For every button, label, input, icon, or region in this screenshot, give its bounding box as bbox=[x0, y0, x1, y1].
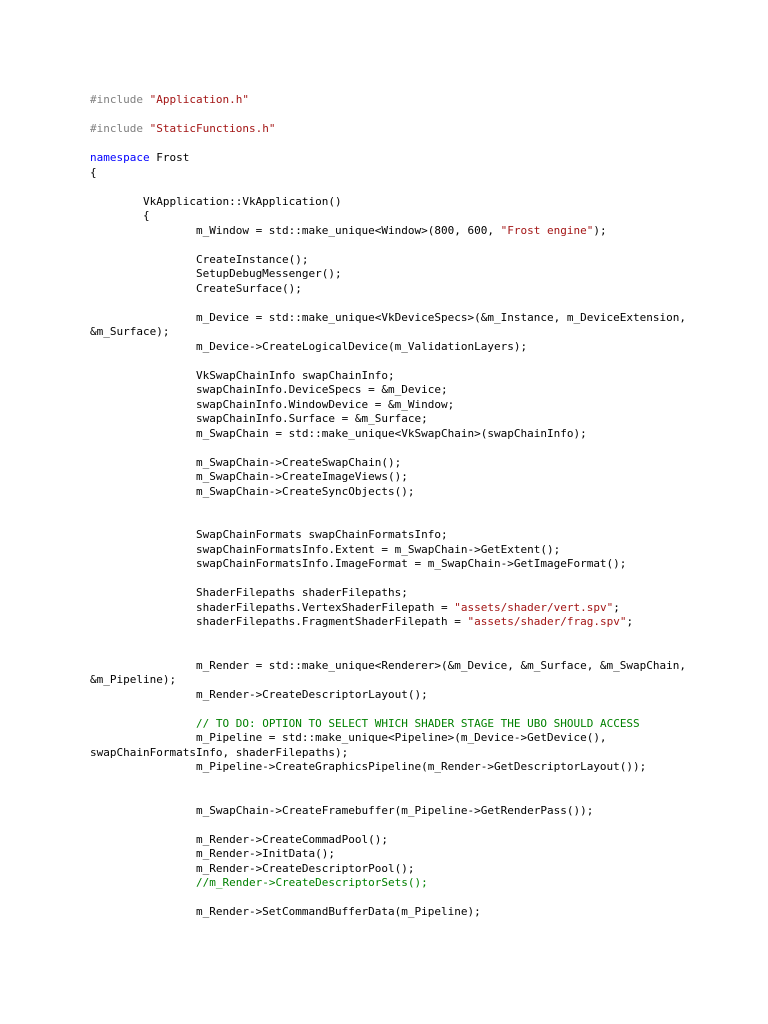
code-line bbox=[90, 456, 760, 471]
code-text: m_Render->InitData(); bbox=[90, 847, 336, 860]
code-text: m_Render->CreateDescriptorPool(); bbox=[90, 861, 415, 875]
code-text: m_Window = std::make_unique<Window>(800, 600, bbox=[90, 223, 501, 237]
code-line bbox=[90, 137, 760, 152]
code-line bbox=[90, 209, 760, 224]
code-text: m_Render->CreateDescriptorLayout(); bbox=[90, 687, 428, 701]
code-text: VkSwapChainInfo swapChainInfo; bbox=[90, 368, 395, 382]
code-line bbox=[90, 702, 760, 717]
code-line bbox=[90, 325, 760, 340]
code-text: m_SwapChain = std::make_unique<VkSwapChain>(swapChainInfo); bbox=[90, 426, 587, 440]
code-text: ; bbox=[613, 600, 620, 614]
code-text: m_Device = std::make_unique<VkDeviceSpecs>(&m_Instance, m_DeviceExtension, bbox=[90, 310, 687, 324]
code-line bbox=[90, 557, 760, 572]
code-text: &m_Pipeline); bbox=[90, 673, 177, 686]
code-line bbox=[90, 601, 760, 616]
code-text: SwapChainFormats swapChainFormatsInfo; bbox=[90, 528, 448, 541]
code-text: swapChainFormatsInfo.ImageFormat = m_SwapChain->GetImageFormat(); bbox=[90, 557, 627, 570]
code-line bbox=[90, 876, 760, 891]
code-line bbox=[90, 441, 760, 456]
code-line bbox=[90, 688, 760, 703]
code-text: m_Render = std::make_unique<Renderer>(&m_Device, &m_Surface, &m_SwapChain, bbox=[90, 658, 687, 672]
preprocessor-directive: #include bbox=[90, 93, 150, 106]
code-line bbox=[90, 818, 760, 833]
code-line bbox=[90, 760, 760, 775]
code-line bbox=[90, 615, 760, 630]
string-literal: "assets/shader/vert.spv" bbox=[454, 600, 614, 614]
code-line bbox=[90, 485, 760, 500]
code-text: m_Pipeline->CreateGraphicsPipeline(m_Render->GetDescriptorLayout()); bbox=[90, 760, 647, 773]
code-text: m_Render->CreateCommadPool(); bbox=[90, 832, 389, 846]
code-line bbox=[90, 369, 760, 384]
code-text bbox=[90, 876, 196, 889]
code-comment: // TO DO: OPTION TO SELECT WHICH SHADER STAGE THE UBO SHOULD ACCESS bbox=[195, 716, 640, 730]
code-text: swapChainInfo.Surface = &m_Surface; bbox=[90, 412, 428, 425]
code-line bbox=[90, 862, 760, 877]
code-line bbox=[90, 659, 760, 674]
code-text: m_Device->CreateLogicalDevice(m_ValidationLayers); bbox=[90, 339, 528, 353]
preprocessor-directive: #include bbox=[90, 122, 150, 135]
code-line bbox=[90, 267, 760, 282]
code-line bbox=[90, 311, 760, 326]
code-line bbox=[90, 731, 760, 746]
code-line bbox=[90, 717, 760, 732]
code-line bbox=[90, 93, 760, 108]
code-line bbox=[90, 789, 760, 804]
keyword-token: namespace bbox=[90, 151, 150, 164]
code-text: shaderFilepaths.FragmentShaderFilepath = bbox=[90, 615, 468, 628]
code-line bbox=[90, 804, 760, 819]
string-literal: "StaticFunctions.h" bbox=[149, 122, 276, 135]
code-comment: //m_Render->CreateDescriptorSets(); bbox=[195, 876, 428, 889]
code-text: SetupDebugMessenger(); bbox=[90, 267, 342, 280]
string-literal: "Frost engine" bbox=[500, 223, 594, 237]
code-text: ); bbox=[593, 223, 607, 237]
code-line bbox=[90, 122, 760, 137]
code-line bbox=[90, 905, 760, 920]
code-line bbox=[90, 833, 760, 848]
code-text: swapChainInfo.WindowDevice = &m_Window; bbox=[90, 397, 455, 411]
code-line bbox=[90, 224, 760, 239]
code-text: m_SwapChain->CreateImageViews(); bbox=[90, 470, 408, 483]
code-line bbox=[90, 398, 760, 413]
code-line bbox=[90, 775, 760, 790]
code-line bbox=[90, 528, 760, 543]
code-text: shaderFilepaths.VertexShaderFilepath = bbox=[90, 600, 455, 614]
string-literal: "assets/shader/frag.spv" bbox=[467, 615, 627, 628]
code-line bbox=[90, 166, 760, 181]
code-line bbox=[90, 673, 760, 688]
code-line bbox=[90, 630, 760, 645]
code-line bbox=[90, 253, 760, 268]
code-line bbox=[90, 180, 760, 195]
code-text: m_Render->SetCommandBufferData(m_Pipeline); bbox=[90, 905, 481, 918]
code-line bbox=[90, 572, 760, 587]
code-line bbox=[90, 543, 760, 558]
code-line bbox=[90, 586, 760, 601]
code-text: { bbox=[90, 165, 97, 179]
code-line bbox=[90, 746, 760, 761]
code-text: swapChainFormatsInfo.Extent = m_SwapChain->GetExtent(); bbox=[90, 542, 561, 556]
code-text: ShaderFilepaths shaderFilepaths; bbox=[90, 586, 408, 599]
code-line bbox=[90, 340, 760, 355]
code-text: &m_Surface); bbox=[90, 325, 170, 338]
code-line bbox=[90, 514, 760, 529]
code-line bbox=[90, 644, 760, 659]
code-text: CreateInstance(); bbox=[90, 252, 309, 266]
code-text: ; bbox=[626, 615, 634, 628]
code-text bbox=[90, 717, 196, 730]
code-line bbox=[90, 412, 760, 427]
code-text: { bbox=[90, 209, 150, 222]
code-text: swapChainInfo.DeviceSpecs = &m_Device; bbox=[90, 383, 448, 396]
code-text: swapChainFormatsInfo, shaderFilepaths); bbox=[90, 745, 349, 759]
code-line bbox=[90, 427, 760, 442]
code-line bbox=[90, 195, 760, 210]
code-line bbox=[90, 499, 760, 514]
code-line bbox=[90, 847, 760, 862]
code-line bbox=[90, 891, 760, 906]
code-line bbox=[90, 151, 760, 166]
code-line bbox=[90, 238, 760, 253]
code-text: m_SwapChain->CreateFramebuffer(m_Pipeline->GetRenderPass()); bbox=[90, 803, 594, 817]
code-text: m_Pipeline = std::make_unique<Pipeline>(m_Device->GetDevice(), bbox=[90, 731, 607, 744]
code-text: VkApplication::VkApplication() bbox=[90, 194, 342, 208]
code-line bbox=[90, 296, 760, 311]
code-text: m_SwapChain->CreateSyncObjects(); bbox=[90, 484, 415, 498]
code-block bbox=[90, 93, 760, 920]
code-line bbox=[90, 354, 760, 369]
code-text: m_SwapChain->CreateSwapChain(); bbox=[90, 455, 402, 469]
code-line bbox=[90, 108, 760, 123]
code-text: Frost bbox=[149, 151, 190, 164]
code-line bbox=[90, 470, 760, 485]
string-literal: "Application.h" bbox=[149, 93, 249, 106]
code-text: CreateSurface(); bbox=[90, 281, 302, 295]
code-line bbox=[90, 282, 760, 297]
code-line bbox=[90, 383, 760, 398]
